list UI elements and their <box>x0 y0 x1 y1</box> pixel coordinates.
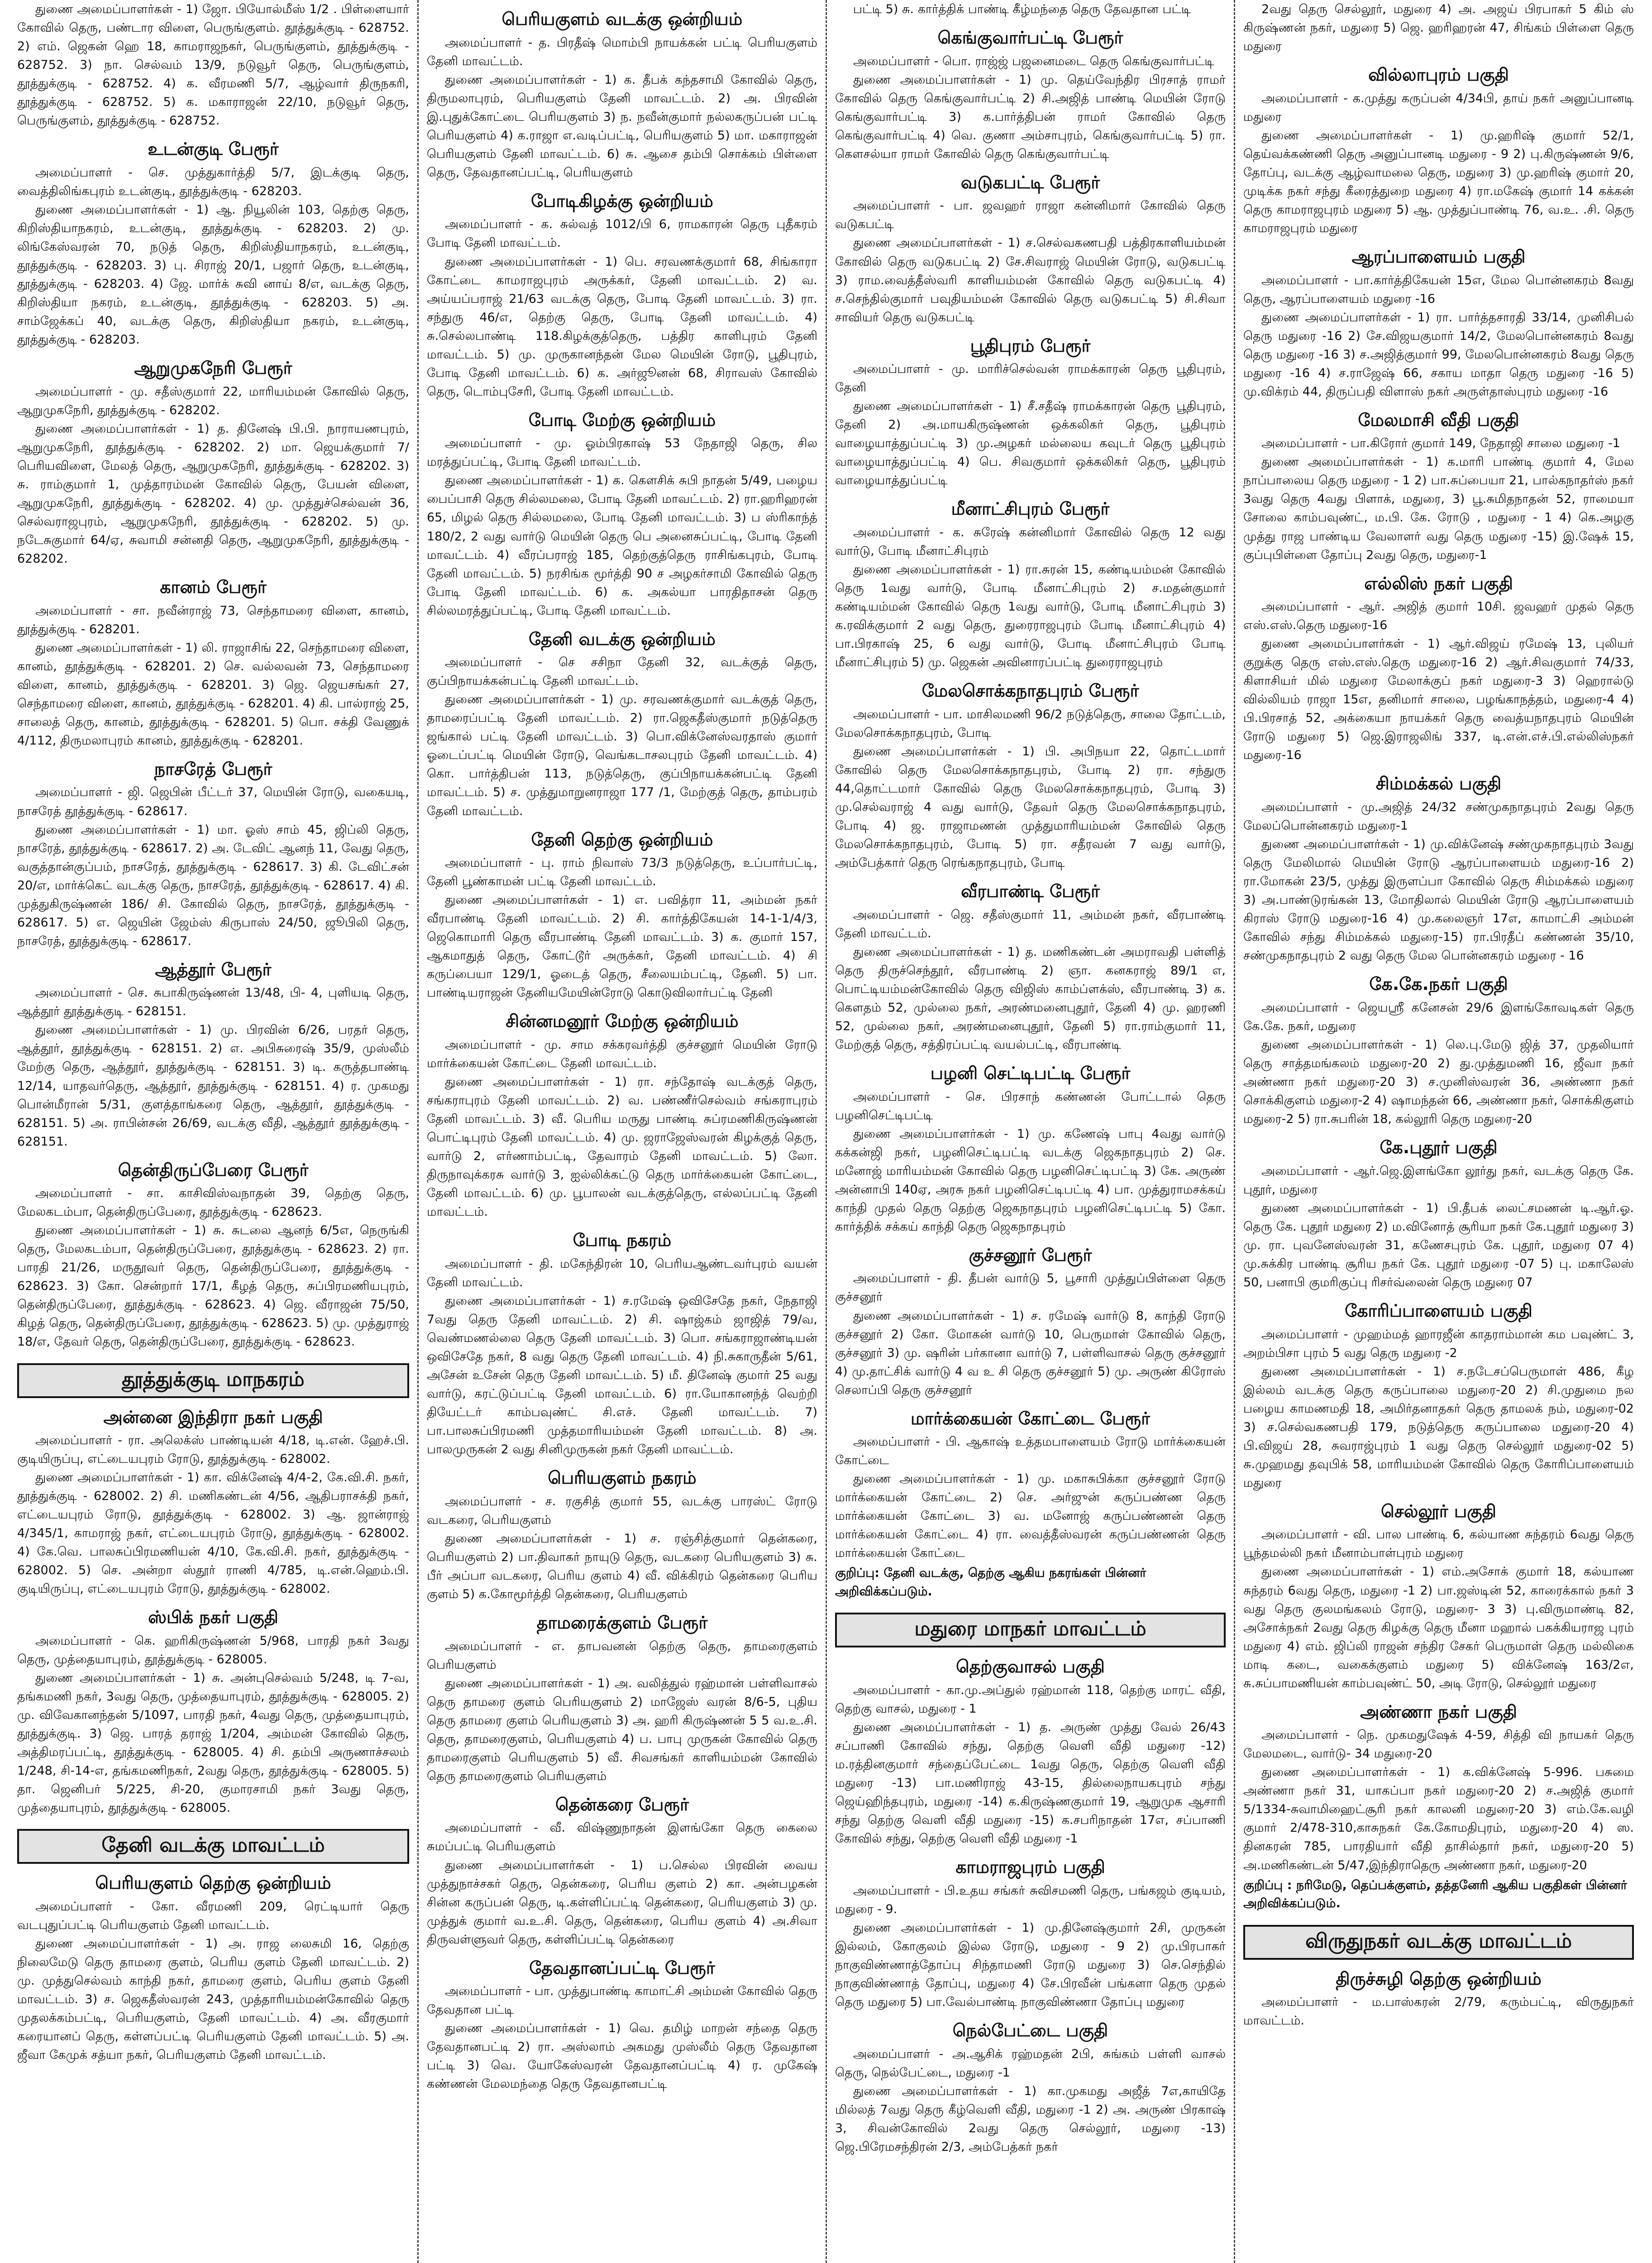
organizer-text: அமைப்பாளர் - செ. பிரசாந் கண்ணன் போட்டால் தெரு பழனிசெட்டிபட்டி <box>835 1089 1226 1122</box>
unit-section <box>835 1063 1226 1236</box>
continued-text: துணை அமைப்பாளர்கள் - 1) ஜோ. பியோல்மீஸ் 1/2 . பிள்ளையார் கோவில் தெரு, பண்டார விளை, பெருங்குளம். தூத்துக்குடி - 628752. 2) எம். ஜெகன் ஹெ 18, காமராஜநகர், பெருங்குளம், தூத்துக்குடி - 628752. 3) நா. செல்வம் 13/9, நடுவூர் தெரு, பெருங்குளம், தூத்துக்குடி - 628752. 4) க. வீரமணி 5/7, ஆழ்வார் திருநகரி, தூத்துக்குடி - 628752. 5) க. மகாராஜன் 22/10, நடுவூர் தெரு, பெருங்குளம், தூத்துக்குடி - 628752. <box>17 2 409 128</box>
organizer-text: அமைப்பாளர் - பி. ஆகாஷ் உத்தமபாளையம் ரோடு மார்க்கையன் கோட்டை <box>835 1435 1226 1468</box>
deputy-organizers-text: துணை அமைப்பாளர்கள் - 1) ச.ரமேஷ் ஒவிசேதே நகர், நேதாஜி 7வது தெரு தேனி மாவட்டம். 2) சி. ஷாஜ்கம் ஜாஜித் 79/வ, வெண்மணல்லை தெரு தேனி மாவட்டம். 3) பொ. சங்கராஜாண்டியன் ஒவிசேதே நகர், 8 வது தெரு தேனி மாவட்டம். 4) நி.சுகாருதீன் 5/61, அசேன் உசேன் தெரு தேனி மாவட்டம். 5) மீ. தினேஷ் குமார் 25 வது வார்டு, கரட்டுப்பட்டி தேனி மாவட்டம். 6) ரா.யோகானந்த் வெற்றி தியேட்டர் காம்பவுண்ட் சி.எச். தேனி மாவட்டம். 7) பா.பாலசுப்பிரமணி முத்தமாரியம்மன் தேனி மாவட்டம். 8) அ. பாலமுருகன் 2 வது சினிமுருகன் நகர் தேனி மாவட்டம். <box>427 1294 817 1457</box>
unit-title: பழனி செட்டிபட்டி பேரூர் <box>930 1063 1131 1083</box>
deputy-organizers-text: துணை அமைப்பாளர்கள் - 1) மு. சரவணக்குமார் வடக்குத் தெரு, தாமரைப்பட்டி தேனி மாவட்டம். 2) ரா.ஜெகதீஸ்குமார் நடுத்தெரு ஜங்கால் பட்டி தேனி மாவட்டம். 3) பொ.விக்னேஸ்வரதாஸ் குமார் ஓடைப்பட்டி மெயின் ரோடு, வெங்கடாசலபுரம் தேனி மாவட்டம். 4) கொ. பார்த்திபன் 113, நடுத்தெரு, குப்பிநாயக்கன்பட்டி தேனி மாவட்டம். 5) ச. முத்துமாறுனராஜா 177 /1, மேற்குத் தெரு, தாம்பரம் தேனி மாவட்டம். <box>427 692 817 818</box>
district-banner: தேனி வடக்கு மாவட்டம் <box>17 1829 409 1864</box>
unit-title: காமராஜபுரம் பகுதி <box>955 1857 1105 1877</box>
unit-section <box>1243 247 1634 401</box>
deputy-organizers-text: துணை அமைப்பாளர்கள் - 1) லெ.பு.மேடு ஜித் 37, முதலியார் தெரு சாத்தமங்கலம் மதுரை-20 2) து.முத்துமணி 16, ஜீவா நகர் அண்ணா நகர் மதுரை-20 3) ச.முனிஸ்வரன் 36, அண்ணா நகர் சொக்கிகுளம் மதுரை-2 4) ஷாமந்தன் 66, அண்ணா நகர், சொக்கிகுளம் மதுரை-2 5) ரா.சுபரின் 18, கல்லூரி தெரு மதுரை-20 <box>1243 1037 1634 1127</box>
unit-section <box>835 1657 1226 1848</box>
deputy-organizers-text: துணை அமைப்பாளர்கள் - 1) ச. ரமேஷ் வார்டு 8, காந்தி ரோடு குச்சனூர் 2) கோ. மோகன் வார்டு 10, பெருமாள் கோவில் தெரு, குச்சனூர் 3) மு. ஷரின் பர்கானா வார்டு 7, பள்ளிவாசல் தெரு குச்சனூர் 4) மு.தாட்சிக் வார்டு 4 வ உ சி தெரு குச்சனூர் 5) மு. அருண் கிரோஸ் செலாப்பி தெரு குச்சனூர் <box>835 1308 1226 1397</box>
unit-title: மீனாட்சிபுரம் பேரூர் <box>951 499 1110 519</box>
unit-section <box>427 1795 817 1949</box>
unit-section <box>835 499 1226 672</box>
unit-title: சிம்மக்கல் பகுதி <box>1375 773 1502 794</box>
deputy-organizers-text: துணை அமைப்பாளர்கள் - 1) மு. கணேஷ் பாபு 4வது வார்டு கக்கன்ஜி நகர், பழனிசெட்டிபட்டி வடக்கு ஜெகநாதபுரம் 2) செ. மனோஜ் மாரியம்மன் கோவில் தெரு பழனிசெட்டிபட்டி 3) கே. அருண் அன்னாபி 140ஏ, அரசு நகர் பழனிசெட்டிபட்டி 4) பா. முத்துராமசக்கய் காந்தி முதல் தெரு தெற்கு ஜெகநாதபுரம் பழனிசெட்டிபட்டி 5) கோ. கார்த்திக் சக்கய் காந்தி தெரு ஜெகநாதபுரம் <box>835 1127 1226 1234</box>
unit-title: அன்னை இந்திரா நகர் பகுதி <box>103 1407 323 1427</box>
unit-section <box>17 358 409 568</box>
deputy-organizers-text: துணை அமைப்பாளர்கள் - 1) ஆர்.விஜய் ரமேஷ் 13, புலியர் குறுக்கு தெரு எஸ்.எஸ்.தெரு மதுரை-16 2) ஆர்.சிவகுமார் 74/33, கிளாசியர் மில் மதுரை மேலாக்குப் நகர் மதுரை-3 3) ஹெரால்டு வில்லியம் ராஜா 15எ, தனிமார் சாலை, பழங்காநத்தம், மதுரை-4 4) பி.பிரசாத் 52, அக்கையா நாயக்கர் தெரு வைத்யநாதபுரம் மெயின் ரோடு மதுரை 5) ஜெ.இராஜலிங் 337, டி.என்.எச்.பி.எல்லிஸ்நகர் மதுரை-16 <box>1243 637 1634 763</box>
unit-section <box>1243 65 1634 238</box>
deputy-organizers-text: துணை அமைப்பாளர்கள் - 1) த. அருண் முத்து வேல் 26/43 சப்பாணி கோவில் சந்து, தெற்கு வெளி வீதி மதுரை -12) ம.ரத்தினகுமார் சந்தைப்பேட்டை 1வது தெரு, தெற்கு வெளி வீதி மதுரை -13) பா.மணிராஜ் 43-15, தில்லைநாயகபுரம் சந்து ஜெய்ஹிந்தபுரம், மதுரை -14) க.கிருஷ்ணகுமார் 19, ஆறுமுக ஆசாரி சந்து தெற்கு வெளி வீதி மதுரை -15) க.சபரிநாதன் 17எ, சப்பாணி கோவில் சந்து, தெற்கு வெளி வீதி மதுரை -1 <box>835 1720 1226 1846</box>
continued-text: 2வது தெரு செல்லூர், மதுரை 4) அ. அஜய் பிரபாகர் 5 கிம் ஸ் கிருஷ்ணன் நகர், மதுரை 5) ஜெ. ஹரிஹரன் 47, சிங்கம் பிள்ளை தெரு மதுரை <box>1243 2 1634 54</box>
unit-section <box>17 577 409 750</box>
unit-section <box>427 1468 817 1604</box>
district-banner: தூத்துக்குடி மாநகரம் <box>17 1363 409 1398</box>
organizer-text: அமைப்பாளர் - மு. சாம சக்கரவர்த்தி குச்சனூர் மெயின் ரோடு மார்க்கையன் கோட்டை தேனி மாவட்டம். <box>427 1037 817 1070</box>
deputy-organizers-text: துணை அமைப்பாளர்கள் - 1) மு.தினேஷ்குமார் 2சி, முருகன் இல்லம், கோகுலம் இல்ல ரோடு, மதுரை - 9 2) மு.பிரபாகர் நாகுவிண்ணாத்தோப்பு சிந்தாமணி ரோடு மதுரை 3) செ.செந்தில் நாகுவிண்ணாத் தோப்பு, மதுரை 4) சே.பிரவீன் பங்களா தெரு முதல் தெரு மதுரை 5) பா.வேல்பாண்டி நாகுவிண்ணா தோப்பு மதுரை <box>835 1921 1226 2010</box>
unit-section <box>1243 410 1634 564</box>
column-3 <box>826 0 1234 2263</box>
unit-title: போடி மேற்கு ஒன்றியம் <box>528 410 716 430</box>
organizer-text: அமைப்பாளர் - ஆர். அஜித் குமார் 10சி. ஜவஹர் முதல் தெரு எஸ்.எஸ்.தெரு மதுரை-16 <box>1243 600 1634 633</box>
unit-title: தாமரைக்குளம் பேரூர் <box>536 1613 708 1633</box>
deputy-organizers-text: துணை அமைப்பாளர்கள் - 1) த. தினேஷ் பி.பி. நாராயணபுரம், ஆறுமுகநேரி, தூத்துக்குடி - 628202. 2) மா. ஜெயக்குமார் 7/பெரியவிளை, மேலத் தெரு, ஆறுமுகநேரி, தூத்துக்குடி - 628202. 3) சு. ராம்குமார் 1, முத்தாரம்மன் கோவில் தெரு, பேயன் விளை, ஆறுமுகநேரி, தூத்துக்குடி - 628202. 4) மு. முத்துச்செல்வன் 36, செல்வராஜபுரம், ஆறுமுகநேரி, தூத்துக்குடி - 628202. 5) மு. நடேசுகுமார் 64/ஏ, சுவாமி சன்னதி தெரு, ஆறுமுகநேரி, தூத்துக்குடி - 628202. <box>17 421 409 566</box>
unit-title: தேனி வடக்கு ஒன்றியம் <box>529 629 716 649</box>
unit-section <box>1243 573 1634 765</box>
deputy-organizers-text: துணை அமைப்பாளர்கள் - 1) அ. ராஜ லைசுமி 16, தெற்கு நிலைமேடு தெரு தாமரை குளம், பெரிய குளம் தேனி மாவட்டம். 2) மு. முத்துசெல்வம் காந்தி நகர், தாமரை குளம், பெரிய குளம் தேனி மாவட்டம். 3) ச. ஜெகதீஸ்வரன் 243, முத்தாரியம்மன்கோவில் தெரு முதலக்கம்பட்டி, பெரியகுளம், தேனி மாவட்டம். 4) அ. வீரகுமார் கரையானப் தெரு, கள்ளப்பட்டி பெரியகுளம் தேனி மாவட்டம். 5) அ. ஜீவா கேமுக் சத்யா நகர், பெரியகுளம் தேனி மாவட்டம். <box>17 1936 409 2062</box>
organizer-text: அமைப்பாளர் - ம.பாஸ்கரன் 2/79, கரும்பட்டி, விருதுநகர் மாவட்டம். <box>1243 1995 1634 2028</box>
unit-section <box>835 172 1226 327</box>
organizer-text: அமைப்பாளர் - த. பிரதீஷ் மொம்பி நாயக்கன் பட்டி பெரியகுளம் தேனி மாவட்டம். <box>427 35 817 68</box>
organizer-text: அமைப்பாளர் - ஜி. ஜெபின் பீட்டர் 37, மெயின் ரோடு, வகையடி, நாசரேத் தூத்துக்குடி - 628617. <box>17 785 409 818</box>
deputy-organizers-text: துணை அமைப்பாளர்கள் - 1) ரா. பார்த்தசாரதி 33/14, முனிசிபல் தெரு மதுரை -16 2) சே.விஜயகுமார் 14/2, மேலபொன்னகரம் 8வது தெரு மதுரை -16 3) ச.அஜித்குமார் 99, மேலபொன்னகரம் 8வது தெரு மதுரை -16 4) ச.ராஜேஷ் 66, சகாய மாதா தெரு மதுரை -16 5) மு.விக்ரம் 44, திருப்பதி விளாஸ் நகர் அருள்தாஸ்புரம் மதுரை -16 <box>1243 310 1634 399</box>
organizer-text: அமைப்பாளர் - பொ. ராஜ்ஜ் பஜனைமடை தெரு கெங்குவார்பட்டி <box>853 54 1214 68</box>
unit-title: பெரியகுளம் வடக்கு ஒன்றியம் <box>501 9 743 29</box>
unit-title: நெல்பேட்டை பகுதி <box>952 2020 1108 2041</box>
deputy-organizers-text: துணை அமைப்பாளர்கள் - 1) வெ. தமிழ் மாறன் சந்தை தெரு தேவதானபட்டி 2) ரா. அஸ்லாம் அகமது முஸ்லீம் தெரு தேவதான பட்டி 3) வெ. யோகேஸ்வரன் தேவதானப்பட்டி 4) ர. முகேஷ் கண்ணன் மேலமந்தை தெரு தேவதானபட்டி <box>427 2021 817 2091</box>
unit-section <box>1243 1702 1634 1875</box>
organizer-text: அமைப்பாளர் - பி.உதய சங்கர் சுவிசமணி தெரு, பங்கஜம் குடியம், மதுரை - 9. <box>835 1883 1226 1916</box>
unit-section <box>835 1245 1226 1399</box>
unit-section <box>17 1407 409 1599</box>
organizer-text: அமைப்பாளர் - நெ. முகமதுஷேக் 4-59, சித்தி வி நாயகர் தெரு மேலமடை, வார்டு- 34 மதுரை-20 <box>1243 1728 1634 1761</box>
organizer-text: அமைப்பாளர் - செ. முத்துகார்த்தி 5/7, இடக்குடி தெரு, வைத்திலிங்கபுரம் உடன்குடி, தூத்துக்குடி - 628203. <box>17 165 409 198</box>
organizer-text: அமைப்பாளர் - ரா. அலெக்ஸ் பாண்டியன் 4/18, டி.என். ஹேச்.பி. குடியிருப்பு, எட்டையபுரம் ரோடு, தூத்துக்குடி - 628002. <box>17 1433 409 1466</box>
organizer-text: அமைப்பாளர் - பா. மாசிலமணி 96/2 நடுத்தெரு, சாலை தோட்டம், மேலசொக்கநாதபுரம், போடி <box>835 707 1226 740</box>
deputy-organizers-text: துணை அமைப்பாளர்கள் - 1) க. தீபக் கந்தசாமி கோவில் தெரு, திருமலாபுரம், பெரியகுளம் தேனி மாவட்டம். 2) அ. பிரவின் இ.புதுக்கோட்டை பெரியகுளம் 3) ந. நவீன்குமார் நல்லகருப்பன் பட்டி பெரியகுளம் 4) க.ராஜா எ.வடிப்பட்டி, பெரியகுளம் 5) மா. மகாராஜன் பெரியகுளம் தேனி மாவட்டம். 6) சு. ஆசை தம்பி சொக்கம் பிள்ளை தெரு, தேவதானப்பட்டி, பெரியகுளம் <box>427 72 817 180</box>
organizer-text: அமைப்பாளர் - தி. மகேந்திரன் 10, பெரியஆண்டவர்புரம் வயன் தேனி மாவட்டம். <box>427 1256 817 1289</box>
unit-section <box>427 629 817 821</box>
unit-section <box>835 336 1226 490</box>
unit-section <box>427 830 817 1003</box>
deputy-organizers-text: துணை அமைப்பாளர்கள் - 1) மு.விக்னேஷ் சண்முகநாதபுரம் 3வது தெரு மேலிமால் மெயின் ரோடு ஆரப்பாளையம் மதுரை-16 2) ரா.மோகன் 23/5, முத்து இருளப்பா கோவில் தெரு சிம்மக்கல் மதுரை 3) அ.பாண்டுரங்கன் 13, மோதிலால் மெயின் ரோடு ஆரப்பாளையம் கிராஸ் ரோடு மதுரை-16 4) மு.கலைஞர் 17எ, காமாட்சி அம்மன் கோவில் சந்து சிம்மக்கல் மதுரை-15) ரா.பிரதீப் கண்ணன் 35/10, சண்முகநாதபுரம் 2 வது தெரு மேல பொன்னகரம் மதுரை - 16 <box>1243 837 1634 963</box>
organizer-text: அமைப்பாளர் - மு. சதீஸ்குமார் 22, மாரியம்மன் கோவில் தெரு, ஆறுமுகநேரி, தூத்துக்குடி - 628202. <box>17 384 409 417</box>
unit-section <box>1243 1969 1634 2030</box>
unit-section <box>835 681 1226 872</box>
organizer-text: அமைப்பாளர் - மு. மாரிச்செல்வன் ராமக்காரன் தெரு பூதிபுரம், தேனி <box>835 362 1226 395</box>
unit-title: ஸ்பிக் நகர் பகுதி <box>148 1607 278 1628</box>
unit-title: கே.புதூர் பகுதி <box>1380 1137 1498 1158</box>
organizer-text: அமைப்பாளர் - முஹம்மத் ஹாரஜீன் காதராம்மான் கம பவுண்ட் 3, அறம்பிசா புரம் 5 வது தெரு மதுரை -2 <box>1243 1327 1634 1360</box>
deputy-organizers-text: துணை அமைப்பாளர்கள் - 1) பெ. சரவணக்குமார் 68, சிங்காரா கோட்டை காமராஜபுரம் அருக்கர், தேனி மாவட்டம். 2) வ. அய்யப்பராஜ் 21/63 வடக்கு தெரு, போடி தேனி மாவட்டம். 3) ரா. சந்துரு 46/எ, தெற்கு தெரு, போடி தேனி மாவட்டம். 4) சு.செல்லபாண்டி 118.கிழக்குத்தெரு, பத்திர காளிபுரம் தேனி மாவட்டம். 5) மு. முருகானந்தன் மேல மெயின் ரோடு, பூதிபுரம், போடி தேனி மாவட்டம். 6) க. அர்ஜூனன் 68, சிராவஸ் கோவில் தெரு, டொம்புசேரி, போடி தேனி மாவட்டம். <box>427 254 817 399</box>
unit-section <box>427 410 817 620</box>
unit-section <box>427 1230 817 1459</box>
unit-title: ஆத்தூர் பேரூர் <box>155 959 272 979</box>
unit-section <box>17 139 409 349</box>
deputy-organizers-text: துணை அமைப்பாளர்கள் - 1) சு. சுடலை ஆனந் 6/5எ, நெருங்கி தெரு, மேலகடம்பா, தென்திருப்பேரை, தூத்துக்குடி - 628623. 2) ரா. பாரதி 21/26, மருதூவர் தெரு, தென்திருப்பேரை, தூத்துக்குடி - 628623. 3) கோ. சென்றார் 17/1, கீழத் தெரு, சுப்பிரமணியபுரம், தென்திருப்பேரை, தூத்துக்குடி - 628623. 4) ஜெ. வீராஜன் 75/50, கிழத் தெரு, தென்திருப்பேரை, தூத்துக்குடி - 628623. 5) மு. முத்துராஜ் 18/எ, தேவர் தெரு, தென்திருப்பேரை, தூத்துக்குடி - 628623. <box>17 1223 409 1349</box>
organizer-text: அமைப்பாளர் - க.முத்து கருப்பன் 4/34பி, தாய் நகர் அனுப்பானடி மதுரை <box>1243 91 1634 124</box>
unit-section <box>1243 1301 1634 1492</box>
unit-title: தெற்குவாசல் பகுதி <box>956 1657 1105 1677</box>
note-text: குறிப்பு: தேனி வடக்கு, தெற்கு ஆகிய நகரங்கள் பின்னர் அறிவிக்கப்படும். <box>835 1566 1146 1599</box>
organizer-text: அமைப்பாளர் - வீ. விஷ்ணுநாதன் இளங்கோ தெரு கைலை சுமப்பட்டி பெரியகுளம் <box>427 1821 817 1854</box>
deputy-organizers-text: துணை அமைப்பாளர்கள் - 1) எம்.அசோக் குமார் 18, கல்யாண சுந்தரம் 6வது தெரு, மதுரை -1 2) பா.ஜஸ்டின் 52, காரைக்கால் நகர் 3 வது தெரு குலமங்கலம் ரோடு, மதுரை- 3 3) பு.விருமாண்டி 82, அசோக்நகர் 2வது தெரு கிழக்கு தெரு மீனா மஹால் பகக்கியராஜ புரம் மதுரை 4) எம். ஜிப்லி ராஜன் சந்திர சேகர் பெருமாள் தெரு மல்லிகை மாடி கடை, வகைக்குளம் மதுரை 5) விக்னேஷ் 163/2எ, சு.சுப்பாமணியன் காம்பவுண்ட் 50, அடி ரோடு, செல்லூர் மதுரை <box>1243 1565 1634 1690</box>
organizer-text: அமைப்பாளர் - ஆர்.ஜெ.இளங்கோ லூர்து நகர், வடக்கு தெரு கே. புதூர், மதுரை <box>1243 1164 1634 1197</box>
deputy-organizers-text: துணை அமைப்பாளர்கள் - 1) மா. ஓஸ் சாம் 45, ஜிப்லி தெரு, நாசரேத், தூத்துக்குடி - 628617. 2) அ. டேவிட் ஆனந் 11, வேது தெரு, வகுத்தான்குப்பம், நாசரேத், தூத்துக்குடி - 628617. 3) கி. டேவிட்சன் 20/எ, மார்க்கெட் வடக்கு தெரு, நாசரேத், தூத்துக்குடி - 628617. 4) கி. முத்துகிருஷ்ணன் 186/ சி. கோவில் தெரு, நாசரேத், தூத்துக்குடி - 628617. 5) எ. ஜெயின் ஜேம்ஸ் கிருபாஸ் 24/50, ஜூபிலி தெரு, நாசரேத், தூத்துக்குடி - 628617. <box>17 822 409 948</box>
unit-section <box>427 191 817 401</box>
unit-section <box>835 1857 1226 2011</box>
unit-title: குச்சனூர் பேரூர் <box>969 1245 1092 1265</box>
unit-section <box>17 1873 409 2064</box>
note-text: குறிப்பு : நரிமேடு, தெப்பக்குளம், தத்தனேரி ஆகிய பகுதிகள் பின்னர் அறிவிக்கப்படும். <box>1243 1878 1627 1911</box>
organizer-text: அமைப்பாளர் - சா. நவீன்ராஜ் 73, செந்தாமரை விளை, கானம், தூத்துக்குடி - 628201. <box>17 603 409 636</box>
deputy-organizers-text: துணை அமைப்பாளர்கள் - 1) மு. பிரவின் 6/26, பரதர் தெரு, ஆத்தூர், தூத்துக்குடி - 628151. 2) எ. அபிசுரைஷ் 35/9, முஸ்லீம் மேற்கு தெரு, ஆத்தூர், தூத்துக்குடி - 628151. 3) டி. கருத்தபாண்டி 12/14, யாதவர்தெரு, ஆத்தூர், தூத்துக்குடி - 628151. 4) ர. முகமது பொன்மீரான் 5/31, குளத்தாங்கரை தெரு, ஆத்தூர், தூத்துக்குடி - 628151. 5) அ. ராபின்சன் 26/69, வடக்கு வீதி, ஆத்தூர் தூத்துக்குடி - 628151. <box>17 1023 409 1149</box>
deputy-organizers-text: துணை அமைப்பாளர்கள் - 1) மு.ஹரிஷ் குமார் 52/1, தெய்வக்கண்ணி தெரு அனுப்பானடி மதுரை - 9 2) பு.கிருஷ்ணன் 9/6, தோப்பு, வடக்கு ஆழ்வாமலை தெரு, மதுரை 3) மு.ஹரிஷ் குமார் 20, முடிக்க நகர் சந்து கீரைத்துறை மதுரை 4) ரா.மகேஷ் குமார் 14 கக்கன் தெரு காமராஜபுரம் மதுரை 5) ஆ. முத்துப்பாண்டி 76, வ.உ. .சி. தெரு காமராஜபுரம் மதுரை <box>1243 128 1634 235</box>
unit-section <box>17 759 409 950</box>
unit-section <box>835 881 1226 1054</box>
organizer-text: அமைப்பாளர் - ஜெயஸ்ரீ கனேசன் 29/6 இளங்கோவடிகள் தெரு கே.கே. நகர், மதுரை <box>1243 1000 1634 1033</box>
deputy-organizers-text: துணை அமைப்பாளர்கள் - 1) க. கௌசிக் சுபி நாதன் 5/49, பழைய பைப்பாசி தெரு சில்லமலை, போடி தேனி மாவட்டம். 2) ரா.ஹரிஹரன் 65, மிழல் தெரு சில்லமலை, போடி தேனி மாவட்டம். 3) ப ஸ்ரிகாந்த் 180/2, 2 வது வார்டு மெயின் தெரு பெ அனைசுப்பட்டி, போடி தேனி மாவட்டம். 4) வீரப்பராஜ் 185, தெற்குத்தெரு ராசிங்கபுரம், போடி தேனி மாவட்டம். 5) நரசிங்க மூர்த்தி 90 ச அழகர்சாமி கோவில் தெரு போடி தேனி மாவட்டம். 6) க. அகல்யா பாரதிதாசன் தெரு சில்லமரத்துப்பட்டி, போடி தேனி மாவட்டம். <box>427 473 817 618</box>
column-1 <box>9 0 417 2263</box>
deputy-organizers-text: துணை அமைப்பாளர்கள் - 1) அ. வலித்துல் ரஹ்மான் பள்ளிவாசல் தெரு தாமரை குளம் பெரியகுளம் 2) மாஜேஸ் வரன் 8/6-5, புதிய தெரு தாமரை குளம் பெரியகுளம் 3) அ. ஹரி கிருஷ்ணன் 5 5 வ.உ.சி. தெரு, தாமரைகுளம், பெரியகுளம் 4) ப. பாபு முருகன் கோவில் தெரு தாமரைகுளம் பெரியகுளம் 5) வீ. சிவசங்கர் காளியம்மன் கோவில் தெரு தாமரைகுளம் பெரியகுளம் <box>427 1676 817 1783</box>
unit-section <box>427 1613 817 1786</box>
organizer-text: அமைப்பாளர் - கெ. ஹரிகிருஷ்ணன் 5/968, பாரதி நகர் 3வது தெரு, முத்தையாபுரம், தூத்துக்குடி - 628005. <box>17 1633 409 1666</box>
unit-section <box>835 2020 1226 2156</box>
deputy-organizers-text: துணை அமைப்பாளர்கள் - 1) ரா. சந்தோஷ் வடக்குத் தெரு, சங்கராபுரம் தேனி மாவட்டம். 2) வ. பண்ணீர்செல்வம் சங்கராபுரம் தேனி மாவட்டம். 3) வீ. பெரிய மருது பாண்டி சுப்ரமணிகிருஷ்ணன் பொட்டிபுரம் தேனி மாவட்டம். 4) மு. ஜராஜேஸ்வரன் கிழக்குத் தெரு, வார்டு 2, எர்ணாம்பட்டி, தேவாரம் தேனி மாவட்டம். 5) லோ. திருநாவுக்கரசு வார்டு 3, ஐல்லிக்கட்டு தெரு மார்க்கையன் கோட்டை, தேனி மாவட்டம். 6) மு. பூபாலன் வடக்குத்தெரு, எல்லப்பட்டி தேனி மாவட்டம். <box>427 1075 817 1219</box>
deputy-organizers-text: துணை அமைப்பாளர்கள் - 1) ச.செல்வகணபதி பத்திரகாளியம்மன் கோவில் தெரு வடுகபட்டி 2) சே.சிவராஜ் மெயின் ரோடு, வடுகபட்டி 3) ராம.வைத்தீஸ்வரி காளியம்மன் கோவில் தெரு வடுகபட்டி 4) ச.செந்தில்குமார் பவுதியம்மன் கோவில் தெரு வடுகபட்டி 5) சி.சிவா சாவியர் தெரு வடுகபட்டி <box>835 236 1226 325</box>
deputy-organizers-text: துணை அமைப்பாளர்கள் - 1) ப.செல்ல பிரவின் வைய முத்துநாச்சகர் தெரு, தென்கரை, பெரிய குளம் 2) கா. அன்பழகன் சின்ன கருப்பன் தெரு, டி.கள்ளிப்பட்டி தென்கரை, பெரியகுளம் 3) மு. முத்துக் குமார் வ.உ.சி. தெரு, தென்கரை, பெரிய குளம் 4) அ.சிவா திருவள்ளுவர் தெரு, கள்ளிப்பட்டி தென்கரை <box>427 1858 817 1947</box>
continued-text: பட்டி 5) சு. கார்த்திக் பாண்டி கீழ்மந்தை தெரு தேவதான பட்டி <box>853 2 1191 16</box>
organizer-text: அமைப்பாளர் - பா. முத்துபாண்டி காமாட்சி அம்மன் கோவில் தெரு தேவதான பட்டி <box>427 1984 817 2017</box>
unit-section <box>1243 773 1634 965</box>
deputy-organizers-text: துணை அமைப்பாளர்கள் - 1) கா. விக்னேஷ் 4/4-2, கே.வி.சி. நகர், தூத்துக்குடி - 628002. 2) சி. மணிகண்டன் 4/56, ஆதிபராசக்தி நகர், எட்டையபுரம் ரோடு, தூத்துக்குடி - 628002. 3) ஆ. ஜான்ராஜ் 4/345/1, காமராஜ் நகர், எட்டையபுரம் ரோடு, தூத்துக்குடி - 628002. 4) கே.வெ. பாலசுப்பிரமணியன் 4/10, கே.வி.சி. நகர், தூத்துக்குடி - 628002. 5) செ. அன்றா ஸ்தூர் ராணி 4/785, டி.என்.ஹெம்.பி. குடியிருப்பு, எட்டையபுரம் ரோடு, தூத்துக்குடி - 628002. <box>17 1470 409 1596</box>
organizer-text: அமைப்பாளர் - செ சசிநா தேனி 32, வடக்குத் தெரு, குப்பிநாயக்கன்பட்டி தேனி மாவட்டம். <box>427 655 817 688</box>
organizer-text: அமைப்பாளர் - அ.ஆசிக் ரஹ்மதன் 2பி, சுங்கம் பள்ளி வாசல் தெரு, நெல்பேட்டை, மதுரை -1 <box>835 2047 1226 2080</box>
unit-section <box>17 1607 409 1817</box>
district-banner: மதுரை மாநகர் மாவட்டம் <box>835 1613 1226 1647</box>
deputy-organizers-text: துணை அமைப்பாளர்கள் - 1) லி. ராஜாசிங் 22, செந்தாமரை விளை, கானம், தூத்துக்குடி - 628201. 2) செ. வல்லவன் 73, செந்தாமரை விளை, கானம், தூத்துக்குடி - 628201. 3) ஜெ. ஜெயசங்கர் 27, செந்தாமரை விளை, கானம், தூத்துக்குடி - 628201. 4) கி. பால்ராஜ் 25, சாலைத் தெரு, கானம், தூத்துக்குடி - 628201. 5) பொ. சக்தி வேணுக் 4/112, திருமலாபுரம் கானம், தூத்துக்குடி - 628201. <box>17 640 409 748</box>
unit-section <box>427 9 817 182</box>
organizer-text: அமைப்பாளர் - க. சுல்வத் 1012/பி 6, ராமகாரன் தெரு புதீகரம் போடி தேனி மாவட்டம். <box>427 217 817 250</box>
organizer-text: அமைப்பாளர் - கோ. வீரமணி 209, ரெட்டியார் தெரு வடபுதுப்பட்டி பெரியகுளம் தேனி மாவட்டம். <box>17 1899 409 1932</box>
unit-title: மேலமாசி வீதி பகுதி <box>1358 410 1519 430</box>
organizer-text: அமைப்பாளர் - கா.மு.அப்துல் ரஹ்மான் 118, தெற்கு மாரட் வீதி, தெற்கு வாசல், மதுரை - 1 <box>835 1683 1226 1716</box>
organizer-text: அமைப்பாளர் - க. சுரேஷ் கன்னிமார் கோவில் தெரு 12 வது வார்டு, போடி மீனாட்சிபுரம் <box>835 525 1226 559</box>
unit-section <box>427 1958 817 2094</box>
organizer-text: அமைப்பாளர் - பா.கிரோர் குமார் 149, நேதாஜி சாலை மதுரை -1 <box>1261 436 1620 451</box>
unit-title: வில்லாபுரம் பகுதி <box>1368 65 1509 85</box>
organizer-text: அமைப்பாளர் - பா.கார்த்திகேயன் 15எ, மேல பொன்னகரம் 8வது தெரு, ஆரப்பாளையம் மதுரை -16 <box>1243 273 1634 306</box>
deputy-organizers-text: துணை அமைப்பாளர்கள் - 1) கா.முகமது அஜீத் 7எ,காயிதே மில்லத் 7வது தெரு கீழ்வெளி வீதி, மதுரை -1 2) அ. அருண் பிரகாஷ் 3, சிவன்கோவில் 2வது தெரு செல்லூர், மதுரை -13) ஜெ.பிரேமசந்திரன் 2/3, அம்பேத்கர் நகர் <box>835 2084 1226 2154</box>
unit-title: எல்லிஸ் நகர் பகுதி <box>1364 573 1513 593</box>
deputy-organizers-text: துணை அமைப்பாளர்கள் - 1) மு. மகாசுபிக்கா குச்சனூர் ரோடு மார்க்கையன் கோட்டை 2) செ. அர்ஜுன் கருப்பண்ண தெரு மார்க்கையன் கோட்டை 3) வ. மனோஜ் கருப்பண்ணன் தெரு மார்க்கையன் கோட்டை 4) ரா. வைத்தீஸ்வரன் கருப்பண்ணன் தெரு மார்க்கையன் கோட்டை <box>835 1472 1226 1561</box>
deputy-organizers-text: துணை அமைப்பாளர்கள் - 1) ஆ. நியூலின் 103, தெற்கு தெரு, கிறிஸ்தியாநகரம், உடன்குடி, தூத்துக்குடி - 628203. 2) மு. லிங்கேஸ்வரன் 70, நடுத் தெரு, கிறிஸ்தியாநகரம், உடன்குடி, தூத்துக்குடி - 628203. 3) பு. சிராஜ் 20/1, பஜார் தெரு, உடன்குடி, தூத்துக்குடி - 628203. 4) ஜே. மார்க் சுவி னாய் 8/எ, வடக்கு தெரு, கிறிஸ்தியா நகரம், உடன்குடி, தூத்துக்குடி - 628203. 5) அ. சாம்ஜேக்கப் 40, வடக்கு தெரு, கிறிஸ்தியா நகரம், உடன்குடி, தூத்துக்குடி - 628203. <box>17 202 409 347</box>
unit-title: அண்ணா நகர் பகுதி <box>1360 1701 1517 1722</box>
unit-title: உடன்குடி பேரூர் <box>148 139 279 159</box>
unit-section <box>1243 974 1634 1128</box>
unit-title: தேவதானப்பட்டி பேரூர் <box>529 1957 715 1978</box>
deputy-organizers-text: துணை அமைப்பாளர்கள் - 1) எ. பவித்ரா 11, அம்மன் நகர் வீரபாண்டி தேனி மாவட்டம். 2) சி. கார்த்திகேயன் 14-1-1/4/3, ஜெகொமாரி தெரு வீரபாண்டி தேனி மாவட்டம். 3) க. குமார் 157, ஆகமாதுத் தெரு, கோட்டூர் அருக்கர், தேனி மாவட்டம். 4) சி கருப்பையா 129/1, ஓடைத் தெரு, சீலையம்பட்டி, தேனி. 5) பா. பாண்டியராஜன் தேனியமேயின்ரோடு கொடுவிலார்பட்டி தேனி <box>427 893 817 1000</box>
unit-section <box>1243 1501 1634 1693</box>
unit-title: போடி நகரம் <box>573 1230 672 1251</box>
organizer-text: அமைப்பாளர் - வி. பால பாண்டி 6, கல்யாண சுந்தரம் 6வது தெரு பூந்தமல்லி நகர் மீனாம்பாள்புரம் மதுரை <box>1243 1528 1634 1561</box>
deputy-organizers-text: துணை அமைப்பாளர்கள் - 1) பி.தீபக் லைட்சமணன் டி.ஆர்.ஓ. தெரு கே. புதூர் மதுரை 2) ம.வினோத் சூரியா நகர் கே.புதூர் மதுரை 3) மு. ரா. புவனேஸ்வரன் 31, கணேசபுரம் கே. புதூர், மதுரை 07 4) மு.சுக்கிர பாண்டி சூரிய நகர் கே. புதூர் மதுரை -07 5) பு. மகாலேஸ் 50, பனாபி குமரிகுப்பு ரிசர்வ்லைன் தெரு மதுரை 07 <box>1243 1201 1634 1289</box>
unit-section <box>17 1160 409 1351</box>
unit-title: பெரியகுளம் நகரம் <box>548 1468 697 1488</box>
unit-title: தென்திருப்பேரை பேரூர் <box>118 1160 309 1180</box>
organizer-text: அமைப்பாளர் - மு. ஓம்பிரகாஷ் 53 நேதாஜி தெரு, சில மரத்துப்பட்டி, போடி தேனி மாவட்டம். <box>427 436 817 469</box>
deputy-organizers-text: துணை அமைப்பாளர்கள் - 1) ச.நடேசப்பெருமாள் 486, கீழ இல்லம் வடக்கு தெரு கருப்பாலை மதுரை-20 2) சி.முதுமை நல பழைய காமணமதி 18, அமிர்தனாதகர் தெரு தாமலக் நம், மதுரை-02 3) ச.செல்வகணபதி 179, நடுத்தெரு கருப்பாலை மதுரை-20 4) பி.விஜய் 28, சுவராஜ்புரம் 1 வது தெரு செல்லூர் மதுரை-02 5) சு.முஹமது தவுபிக் 58, மாரியம்மன் கோவில் தெரு கோரிப்பாளையம் மதுரை <box>1243 1364 1634 1490</box>
unit-title: போடிகிழக்கு ஒன்றியம் <box>531 191 713 211</box>
organizer-text: அமைப்பாளர் - தி. தீபன் வார்டு 5, பூசாரி முத்துப்பிள்ளை தெரு குச்சனூர் <box>835 1271 1226 1304</box>
organizer-text: அமைப்பாளர் - எ. தாபவனன் தெற்கு தெரு, தாமரைகுளம் பெரியகுளம் <box>427 1639 817 1672</box>
unit-title: கெங்குவார்பட்டி பேரூர் <box>937 28 1123 48</box>
unit-title: கே.கே.நகர் பகுதி <box>1369 974 1508 994</box>
unit-title: சின்னமனூர் மேற்கு ஒன்றியம் <box>506 1011 739 1031</box>
organizer-text: அமைப்பாளர் - மு.அஜித் 24/32 சண்முகநாதபுரம் 2வது தெரு மேலப்பொன்னகரம் மதுரை-1 <box>1243 800 1634 833</box>
deputy-organizers-text: துணை அமைப்பாளர்கள் - 1) ரா.சுரன் 15, கண்டியம்மன் கோவில் தெரு 1வது வார்டு, போடி மீனாட்சிபுரம் 2) ச.மதன்குமார் கண்டியம்மன் கோவில் தெரு 1வது வார்டு, போடி மீனாட்சிபுரம் 3) க.ரவிக்குமார் 2 வது தெரு, துரைராஜபுரம் போடி மீனாட்சிபுரம் 4) பா.பிரகாஷ் 25, 6 வது வார்டு, போடி மீனாட்சிபுரம் போடி மீனாட்சிபுரம் 5) மு. ஜெகன் அவினாரப்பட்டி துரைராஜபுரம் <box>835 563 1226 670</box>
organizer-text: அமைப்பாளர் - சா. காசிவிஸ்வநாதன் 39, தெற்கு தெரு, மேலகடம்பா, தென்திருப்பேரை, தூத்துக்குடி - 628623. <box>17 1186 409 1219</box>
unit-title: ஆரப்பாளையம் பகுதி <box>1351 246 1526 267</box>
unit-section <box>1243 1137 1634 1292</box>
unit-title: ஆறுமுகநேரி பேரூர் <box>134 358 292 378</box>
unit-title: மார்க்கையன் கோட்டை பேரூர் <box>910 1408 1151 1428</box>
column-4 <box>1234 0 1642 2263</box>
organizer-text: அமைப்பாளர் - ஜெ. சதீஸ்குமார் 11, அம்மன் நகர், வீரபாண்டி தேனி மாவட்டம். <box>835 907 1226 941</box>
deputy-organizers-text: துணை அமைப்பாளர்கள் - 1) சீ.சதீஷ் ராமக்காரன் தெரு பூதிபுரம், தேனி 2) அ.மாயகிருஷ்ணன் ஒக்கலிகர் தெரு, பூதிபுரம் வாழையாத்துப்பட்டி 3) மு.அழகர் மல்லைய கவுடர் தெரு பூதிபுரம் வாழையாத்துப்பட்டி 4) பெ. சிவகுமார் ஒக்கலிகர் தெரு, பூதிபுரம் வாழையாத்துப்பட்டி <box>835 399 1226 488</box>
column-2 <box>417 0 826 2263</box>
unit-title: வீரபாண்டி பேரூர் <box>961 881 1100 902</box>
unit-title: வடுகபட்டி பேரூர் <box>960 172 1100 192</box>
organizer-text: அமைப்பாளர் - பு. ராம் நிவாஸ் 73/3 நடுத்தெரு, உப்பார்பட்டி, தேனி பூண்காமன் பட்டி தேனி மாவட்டம். <box>427 856 817 889</box>
unit-section <box>835 28 1226 163</box>
unit-title: மேலசொக்கநாதபுரம் பேரூர் <box>921 681 1139 701</box>
deputy-organizers-text: துணை அமைப்பாளர்கள் - 1) க.மாரி பாண்டி குமார் 4, மேல நாப்பாலைய தெரு மதுரை - 1 2) பா.சுப்பையா 21, பால்கநாதர்ஸ் நகர் 3வது தெரு 4வது பிளாக், மதுரை, 3) பூ.சுமிதநாதன் 52, ராமையா சோலை காம்பவுண்ட், ம.பி. கே. ரோடு , மதுரை - 1 4) கெ.அழகு முத்து ராஜ பாண்டிய வேலாளர் வது தெரு மதுரை -15) இ.ஷேக் 15, குப்புபிள்ளை தோப்பு 2வது தெரு, மதுரை-1 <box>1243 455 1634 562</box>
unit-title: பெரியகுளம் தெற்கு ஒன்றியம் <box>95 1873 331 1893</box>
deputy-organizers-text: துணை அமைப்பாளர்கள் - 1) மு. தெய்வேந்திர பிரசாத் ராமர் கோவில் தெரு கெங்குவார்பட்டி 2) சி.அஜித் பாண்டி மெயின் ரோடு கெங்குவார்பட்டி 3) க.பார்த்திபன் ராமர் கோவில் தெரு கெங்குவார்பட்டி 4) வெ. குணா அம்சாபுரம், கெங்குவார்பட்டி 5) ரா. கௌசல்யா ராமர் கோவில் தெரு கெங்குவார்பட்டி <box>835 72 1226 161</box>
deputy-organizers-text: துணை அமைப்பாளர்கள் - 1) த. மணிகண்டன் அமராவதி பள்ளித் தெரு திருச்செந்தூர், வீரபாண்டி 2) ஞா. கனகராஜ் 89/1 எ, பொட்டியம்மன்கோவில் தெரு விஜிஸ் காம்ப்ளக்ஸ், வீரபாண்டி 3) க. கௌதம் 52, முல்லை நகர், அரண்மனைபுதூர், தேனி 4) மு. ஹரணி 52, முல்லை நகர், அரண்மனைபுதூர், தேனி 5) ரா.ராம்குமார் 11, மேற்குத் தெரு, சத்திரப்பட்டி வயல்பட்டி, வீரபாண்டி <box>835 945 1226 1052</box>
unit-section <box>427 1011 817 1221</box>
unit-title: கோரிப்பாளையம் பகுதி <box>1345 1300 1533 1321</box>
organizer-text: அமைப்பாளர் - செ. சுபாகிருஷ்ணன் 13/48, பி- 4, புளியடி தெரு, ஆத்தூர் தூத்துக்குடி - 628151. <box>17 986 409 1019</box>
district-banner: விருதுநகர் வடக்கு மாவட்டம் <box>1243 1925 1634 1960</box>
unit-title: திருச்சுழி தெற்கு ஒன்றியம் <box>1336 1968 1542 1989</box>
unit-section <box>835 1408 1226 1563</box>
unit-title: பூதிபுரம் பேரூர் <box>970 335 1091 356</box>
deputy-organizers-text: துணை அமைப்பாளர்கள் - 1) சு. அன்புசெல்வம் 5/248, டி 7-வ, தங்கமணி நகர், 3வது தெரு, முத்தையாபுரம், தூத்துக்குடி - 628005. 2) மு. விவேகானந்தன் 5/1097, பாரதி நகர், 4வது தெரு, முத்தையாபுரம், தூத்துக்குடி. 3) ஜெ. பாரத் தராஜ் 1/204, அம்மன் கோவில் தெரு, அத்திமரப்பட்டி, தூத்துக்குடி - 628005. 4) சி. தம்பி அருணாச்சலம் 1/248, சி-14-எ, தங்கமணிநகர், 2வது தெரு, தூத்துக்குடி - 628005. 5) தா. ஜெனிபர் 5/225, சி-20, குமாரசாமி நகர் 3வது தெரு, முத்தையாபுரம், தூத்துக்குடி - 628005. <box>17 1671 409 1815</box>
unit-title: தென்கரை பேரூர் <box>555 1794 689 1814</box>
organizer-text: அமைப்பாளர் - ச. ரகுசித் குமார் 55, வடக்கு பாரஸ்ட் ரோடு வடகரை, பெரியகுளம் <box>427 1494 817 1527</box>
deputy-organizers-text: துணை அமைப்பாளர்கள் - 1) க.விக்னேஷ் 5-996. பசுமை அண்ணா நகர் 31, யாகப்பா நகர் மதுரை-20 2) ச.அஜித் குமார் 5/1334-சுவாமிஹைட்சூரி நகர் காலனி மதுரை-20 3) எம்.கே.வழி குமார் 2/478-310,காசுநகர் கே.கோமதிபுரம், மதுரை-20 4) ஸ. தினகரன் 785, பாரதியார் வீதி தாசில்தார் நகர், மதுரை-20 5) அ.மணிகண்டன் 5/47,இந்திராதெரு அண்ணா நகர், மதுரை-20 <box>1243 1765 1634 1872</box>
deputy-organizers-text: துணை அமைப்பாளர்கள் - 1) பி. அபிநயா 22, தொட்டமார் கோவில் தெரு மேலசொக்கநாதபுரம், போடி 2) ரா. சந்துரு 44,தொட்டமார் கோவில் தெரு மேலசொக்கநாதபுரம், போடி 3) மு.செல்வராஜ் 4 வது வார்டு, தேவர் தெரு மேலசொக்கநாதபுரம், போடி 4) ஜ. ராஜாமணன் முத்துமாரியம்மன் கோவில் தெரு மேலசொக்கநாதபுரம், போடி 5) ரா. சதீரவன் 7 வது வார்டு, அம்பேத்கார் தெரு ரெங்கநாதபுரம், போடி <box>835 744 1226 870</box>
unit-title: நாசரேத் பேரூர் <box>154 759 272 779</box>
organizer-text: அமைப்பாளர் - பா. ஜவஹர் ராஜா கன்னிமார் கோவில் தெரு வடுகபட்டி <box>835 199 1226 232</box>
unit-section <box>17 960 409 1151</box>
unit-title: தேனி தெற்கு ஒன்றியம் <box>531 829 713 850</box>
deputy-organizers-text: துணை அமைப்பாளர்கள் - 1) ச. ரஞ்சித்குமார் தென்கரை, பெரியகுளம் 2) பா.திவாகர் நாயுடு தெரு, வடகரை பெரியகுளம் 3) சு. பீர் அப்பா வடகரை, பெரிய குளம் 4) வீ. விக்கிரம் தென்கரை பெரிய குளம் 5) க.கோமூர்த்தி தென்கரை, பெரியகுளம் <box>427 1531 817 1601</box>
unit-title: செல்லூர் பகுதி <box>1381 1501 1496 1521</box>
unit-title: கானம் பேரூர் <box>160 577 267 597</box>
